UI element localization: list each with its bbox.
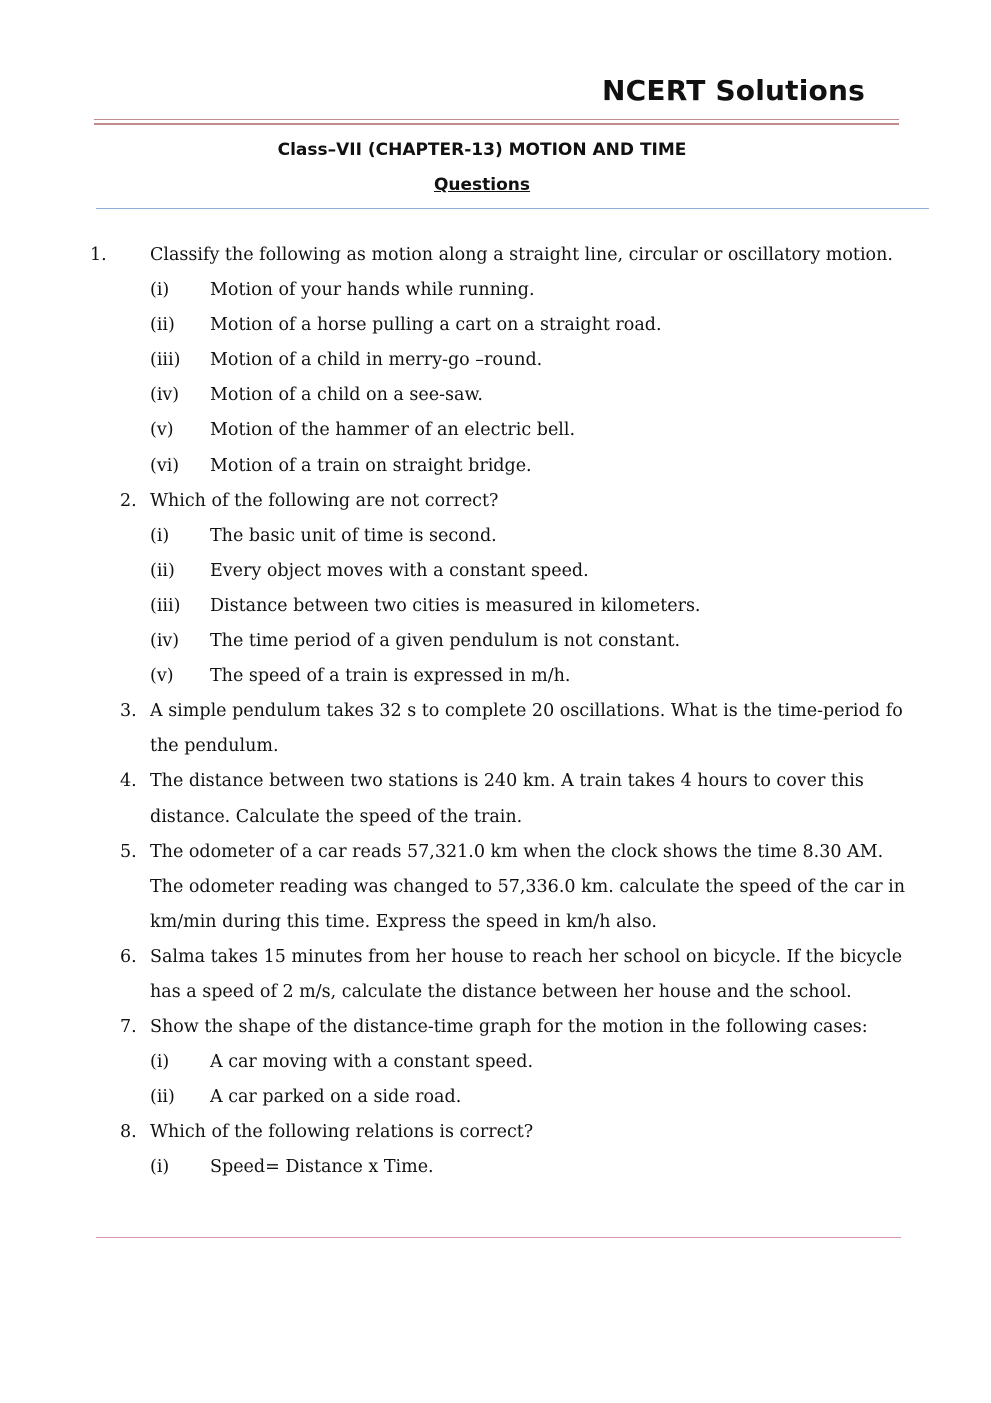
header-rule-thick: [94, 123, 899, 125]
sub-question-label: (i): [150, 525, 170, 546]
question-number: 7.: [120, 1017, 137, 1038]
question-line: [0, 729, 991, 764]
question-text: km/min during this time. Express the speed in km/h also.: [150, 911, 657, 932]
sub-question: [0, 554, 991, 589]
question-number: 1.: [90, 245, 107, 265]
sub-question-label: (ii): [150, 315, 175, 336]
question-text: Show the shape of the distance-time graph for the motion in the following cases:: [150, 1017, 868, 1038]
question-line: [0, 238, 991, 273]
question-number: 8.: [120, 1122, 137, 1143]
page-title: Class–VII (CHAPTER-13) MOTION AND TIME: [277, 140, 687, 160]
sub-question-label: (v): [150, 666, 174, 687]
sub-question-label: (iii): [150, 595, 181, 616]
question-number: 3.: [120, 701, 137, 722]
question-text: has a speed of 2 m/s, calculate the distance between her house and the school.: [150, 981, 852, 1002]
sub-question-label: (i): [150, 1052, 170, 1073]
question-text: Classify the following as motion along a straight line, circular or oscillatory motion.: [150, 245, 893, 265]
sub-question-label: (i): [150, 1157, 170, 1178]
sub-question: [0, 273, 991, 308]
sub-question-label: (v): [150, 420, 174, 441]
sub-question: [0, 413, 991, 448]
question-line: [0, 940, 991, 975]
question-text: Which of the following are not correct?: [150, 490, 499, 511]
header-rule-thin: [94, 119, 899, 120]
sub-question: [0, 589, 991, 624]
question-line: [0, 1115, 991, 1150]
question-line: [0, 800, 991, 835]
question-text: The odometer reading was changed to 57,336.0 km. calculate the speed of the car in: [150, 876, 905, 897]
sub-question-text: A car moving with a constant speed.: [210, 1052, 534, 1073]
question-line: [0, 1010, 991, 1045]
sub-question-text: Motion of a train on straight bridge.: [210, 455, 532, 476]
question-line: [0, 764, 991, 799]
brand-title: NCERT Solutions: [601, 74, 865, 107]
question-list: [0, 238, 991, 1186]
sub-question: [0, 1150, 991, 1185]
sub-question: [0, 519, 991, 554]
sub-question-text: Motion of a child on a see-saw.: [210, 385, 483, 406]
sub-question-text: Speed= Distance x Time.: [210, 1157, 434, 1178]
question-text: the pendulum.: [150, 736, 279, 757]
sub-question-text: Motion of the hammer of an electric bell.: [210, 420, 576, 441]
question-text: Which of the following relations is correct?: [150, 1122, 534, 1143]
sub-question-text: The time period of a given pendulum is not constant.: [210, 631, 681, 652]
sub-question: [0, 1045, 991, 1080]
question-text: A simple pendulum takes 32 s to complete 20 oscillations. What is the time-period fo: [150, 701, 903, 722]
question-line: [0, 905, 991, 940]
sub-question-text: Motion of a horse pulling a cart on a straight road.: [210, 315, 662, 336]
sub-question-text: The basic unit of time is second.: [210, 525, 497, 546]
sub-question-label: (i): [150, 280, 170, 301]
sub-question-text: Distance between two cities is measured in kilometers.: [210, 595, 701, 616]
sub-question: [0, 659, 991, 694]
sub-question: [0, 343, 991, 378]
sub-question: [0, 1080, 991, 1115]
sub-question-text: Motion of a child in merry-go –round.: [210, 350, 543, 371]
sub-question-label: (ii): [150, 1087, 175, 1108]
section-heading: Questions: [433, 175, 531, 195]
sub-question-text: A car parked on a side road.: [210, 1087, 462, 1108]
question-line: [0, 835, 991, 870]
sub-question-text: The speed of a train is expressed in m/h.: [210, 666, 571, 687]
sub-question-label: (vi): [150, 455, 180, 476]
footer-rule: [96, 1237, 901, 1238]
sub-question: [0, 308, 991, 343]
sub-question-text: Every object moves with a constant speed.: [210, 560, 589, 581]
sub-question: [0, 449, 991, 484]
sub-question-label: (iv): [150, 385, 180, 406]
heading-divider: [96, 208, 929, 209]
question-line: [0, 975, 991, 1010]
sub-question-label: (ii): [150, 560, 175, 581]
question-number: 5.: [120, 841, 137, 862]
question-text: Salma takes 15 minutes from her house to reach her school on bicycle. If the bicycle: [150, 946, 903, 967]
question-text: distance. Calculate the speed of the train.: [150, 806, 523, 827]
question-line: [0, 870, 991, 905]
question-line: [0, 484, 991, 519]
sub-question: [0, 378, 991, 413]
sub-question-label: (iv): [150, 631, 180, 652]
question-text: The odometer of a car reads 57,321.0 km when the clock shows the time 8.30 AM.: [150, 841, 884, 862]
question-number: 4.: [120, 771, 137, 792]
question-text: The distance between two stations is 240 km. A train takes 4 hours to cover this: [150, 771, 864, 792]
question-number: 2.: [120, 490, 137, 511]
sub-question-label: (iii): [150, 350, 181, 371]
question-number: 6.: [120, 946, 137, 967]
sub-question-text: Motion of your hands while running.: [210, 280, 535, 301]
question-line: [0, 694, 991, 729]
sub-question: [0, 624, 991, 659]
